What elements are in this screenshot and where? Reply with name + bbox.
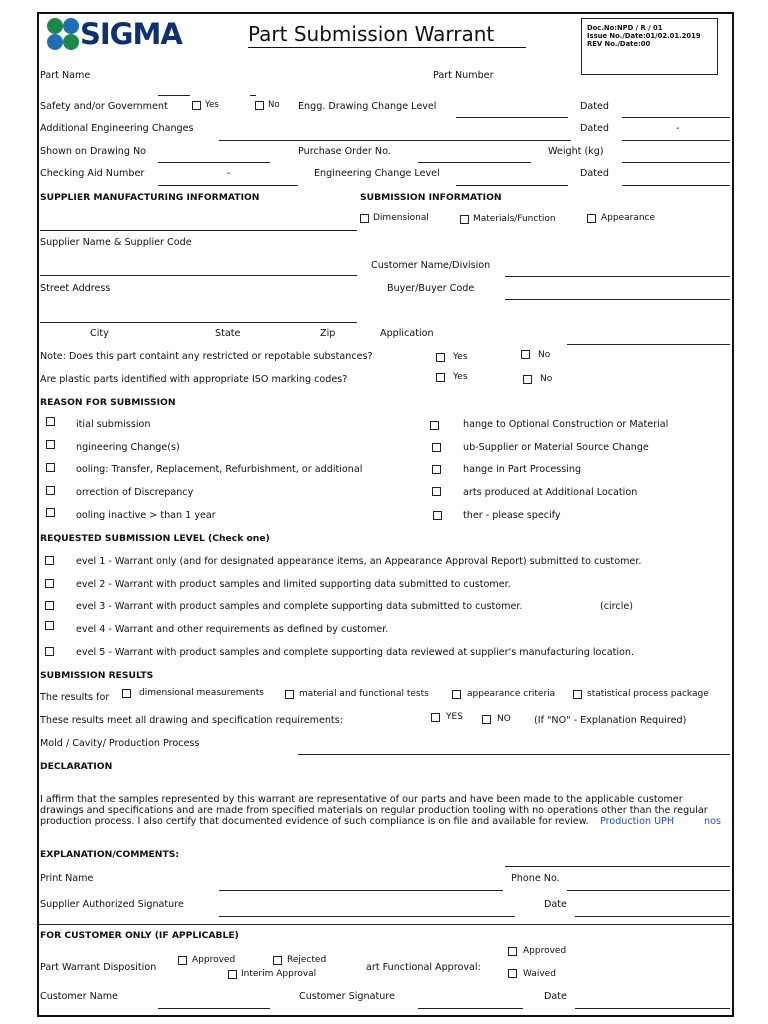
- additional-eng-field[interactable]: [219, 140, 571, 141]
- results-for-label: The results for: [40, 692, 110, 703]
- appearance-criteria-checkbox[interactable]: [452, 690, 461, 699]
- iso-yes-label: Yes: [453, 372, 468, 382]
- dimensional-measurements-checkbox[interactable]: [122, 689, 131, 698]
- production-uph-unit: nos: [704, 816, 721, 827]
- supplier-signature-label: Supplier Authorized Signature: [40, 899, 184, 910]
- supplier-heading: SUPPLIER MANUFACTURING INFORMATION: [40, 192, 260, 203]
- shown-on-drawing-field[interactable]: [158, 162, 270, 163]
- customer-name-bottom-field[interactable]: [158, 1008, 270, 1009]
- page-title: Part Submission Warrant: [248, 22, 495, 46]
- dimensional-label: Dimensional: [373, 213, 429, 223]
- production-uph-label: Production UPH: [600, 816, 675, 827]
- additional-eng-label: Additional Engineering Changes: [40, 123, 194, 134]
- functional-approval-label: art Functional Approval:: [366, 962, 481, 973]
- results-meet-label: These results meet all drawing and specification requirements:: [40, 715, 343, 726]
- iso-marking-question: Are plastic parts identified with appropriate ISO marking codes?: [40, 374, 348, 385]
- reason-left-checkbox-5[interactable]: [46, 508, 55, 517]
- customer-signature-field[interactable]: [418, 1008, 523, 1009]
- meet-yes-checkbox[interactable]: [431, 713, 440, 722]
- appearance-label: Appearance: [601, 213, 656, 223]
- doc-number: Doc.No:NPD / R / 01: [587, 24, 663, 32]
- restricted-no-checkbox[interactable]: [521, 350, 530, 359]
- reason-right-checkbox-5[interactable]: [433, 511, 442, 520]
- level-1-label: evel 1 - Warrant only (and for designated appearance items, an Appearance Approval Report) submitted to customer.: [76, 556, 642, 567]
- meet-no-label: NO: [497, 714, 511, 724]
- iso-no-label: No: [540, 374, 553, 384]
- customer-date-label: Date: [544, 991, 567, 1002]
- level-1-checkbox[interactable]: [45, 556, 54, 565]
- print-name-field[interactable]: [219, 890, 503, 891]
- logo-mark-icon: [46, 17, 80, 51]
- reason-left-checkbox-2[interactable]: [46, 440, 55, 449]
- application-label: Application: [380, 328, 434, 339]
- submission-level-heading: REQUESTED SUBMISSION LEVEL (Check one): [40, 533, 270, 544]
- checking-aid-value: -: [227, 168, 231, 179]
- eng-change-level-field[interactable]: [456, 185, 568, 186]
- supplier-info-field[interactable]: [40, 230, 357, 231]
- reason-right-label-5: ther - please specify: [463, 510, 561, 521]
- customer-only-heading: FOR CUSTOMER ONLY (IF APPLICABLE): [40, 930, 239, 941]
- part-name-label: Part Name: [40, 70, 91, 81]
- materials-checkbox[interactable]: [460, 215, 469, 224]
- reason-right-checkbox-4[interactable]: [432, 487, 441, 496]
- purchase-order-label: Purchase Order No.: [298, 146, 391, 157]
- weight-field[interactable]: [622, 162, 730, 163]
- customer-name-label: Customer Name/Division: [371, 260, 491, 271]
- disposition-rejected-label: Rejected: [287, 955, 327, 965]
- reason-left-label-2: ngineering Change(s): [76, 442, 180, 453]
- part-number-label: Part Number: [433, 70, 494, 81]
- functional-waived-checkbox[interactable]: [508, 969, 517, 978]
- customer-signature-label: Customer Signature: [299, 991, 395, 1002]
- reason-left-label-5: ooling inactive > than 1 year: [76, 510, 216, 521]
- declaration-heading: DECLARATION: [40, 761, 113, 772]
- dated-value-2: -: [676, 123, 680, 134]
- statistical-process-checkbox[interactable]: [573, 690, 582, 699]
- submission-info-heading: SUBMISSION INFORMATION: [360, 192, 502, 203]
- phone-field[interactable]: [567, 890, 730, 891]
- level-4-label: evel 4 - Warrant and other requirements as defined by customer.: [76, 624, 389, 635]
- reason-left-checkbox-3[interactable]: [46, 463, 55, 472]
- dimensional-measurements-label: dimensional measurements: [139, 688, 264, 698]
- declaration-line-1: I affirm that the samples represented by this warrant are representative of our parts and have been made to the applicable customer: [40, 794, 683, 805]
- functional-approved-label: Approved: [523, 946, 567, 956]
- iso-yes-checkbox[interactable]: [436, 373, 445, 382]
- circle-note: (circle): [600, 601, 634, 612]
- appearance-checkbox[interactable]: [587, 214, 596, 223]
- dated-field-1[interactable]: [622, 117, 730, 118]
- explanation-field[interactable]: [505, 866, 730, 867]
- safety-no-label: No: [268, 100, 280, 110]
- supplier-name-code-label: Supplier Name & Supplier Code: [40, 237, 192, 248]
- dated-label-2: Dated: [580, 123, 610, 134]
- issue-number: Issue No./Date:01/02.01.2019: [587, 32, 701, 40]
- buyer-code-label: Buyer/Buyer Code: [387, 283, 475, 294]
- level-4-checkbox[interactable]: [45, 621, 54, 630]
- customer-date-field[interactable]: [575, 1008, 730, 1009]
- level-2-checkbox[interactable]: [45, 579, 54, 588]
- declaration-line-3: production process. I also certify that documented evidence of such compliance is on file and available for review.: [40, 816, 589, 827]
- reason-left-label-1: itial submission: [76, 419, 151, 430]
- mold-cavity-field[interactable]: [298, 754, 730, 755]
- signature-date-label: Date: [544, 899, 567, 910]
- shown-on-drawing-label: Shown on Drawing No: [40, 146, 147, 157]
- disposition-rejected-checkbox[interactable]: [273, 956, 282, 965]
- material-tests-checkbox[interactable]: [285, 690, 294, 699]
- reason-right-label-3: hange in Part Processing: [463, 464, 582, 475]
- functional-waived-label: Waived: [523, 969, 556, 979]
- interim-approval-label: Interim Approval: [241, 969, 317, 979]
- disposition-approved-label: Approved: [192, 955, 236, 965]
- supplier-name-field[interactable]: [40, 275, 357, 276]
- reason-right-checkbox-1[interactable]: [430, 421, 439, 430]
- title-underline: [248, 47, 526, 48]
- material-tests-label: material and functional tests: [299, 689, 429, 699]
- customer-name-bottom-label: Customer Name: [40, 991, 118, 1002]
- street-address-label: Street Address: [40, 283, 111, 294]
- safety-yes-label: Yes: [205, 100, 219, 110]
- meet-no-checkbox[interactable]: [482, 715, 491, 724]
- level-5-label: evel 5 - Warrant with product samples and complete supporting data reviewed at supplier's manufacturing location.: [76, 647, 635, 658]
- disposition-label: Part Warrant Disposition: [40, 962, 157, 973]
- reason-left-checkbox-4[interactable]: [46, 486, 55, 495]
- level-3-label: evel 3 - Warrant with product samples and complete supporting data submitted to customer.: [76, 601, 523, 612]
- dated-label-1: Dated: [580, 101, 610, 112]
- signature-date-field[interactable]: [575, 916, 730, 917]
- dimensional-checkbox[interactable]: [360, 214, 369, 223]
- disposition-approved-checkbox[interactable]: [178, 956, 187, 965]
- explanation-heading: EXPLANATION/COMMENTS:: [40, 849, 180, 860]
- level-5-checkbox[interactable]: [45, 647, 54, 656]
- safety-yes-checkbox[interactable]: [192, 101, 201, 110]
- reason-right-checkbox-2[interactable]: [432, 443, 441, 452]
- dated-label-3: Dated: [580, 168, 610, 179]
- meet-yes-label: YES: [446, 712, 463, 722]
- print-name-label: Print Name: [40, 873, 94, 884]
- reason-right-label-2: ub-Supplier or Material Source Change: [463, 442, 649, 453]
- engg-drawing-field[interactable]: [456, 117, 568, 118]
- buyer-code-field[interactable]: [505, 299, 730, 300]
- zip-label: Zip: [320, 328, 336, 339]
- functional-approved-checkbox[interactable]: [508, 947, 517, 956]
- revision-number: REV No./Date:00: [587, 40, 651, 48]
- safety-no-checkbox[interactable]: [255, 101, 264, 110]
- reason-right-label-1: hange to Optional Construction or Material: [463, 419, 669, 430]
- restricted-yes-label: Yes: [453, 352, 468, 362]
- eng-change-level-label: Engineering Change Level: [314, 168, 440, 179]
- level-2-label: evel 2 - Warrant with product samples and limited supporting data submitted to customer.: [76, 579, 511, 590]
- engg-drawing-label: Engg. Drawing Change Level: [298, 101, 437, 112]
- reason-heading: REASON FOR SUBMISSION: [40, 397, 176, 408]
- reason-left-label-3: ooling: Transfer, Replacement, Refurbishment, or additional: [76, 464, 363, 475]
- part-name-field[interactable]: [158, 95, 190, 96]
- appearance-criteria-label: appearance criteria: [467, 689, 556, 699]
- declaration-line-2: drawings and specifications and are made from specified materials on regular production tooling with no operations other than the regular: [40, 805, 708, 816]
- mold-cavity-label: Mold / Cavity/ Production Process: [40, 738, 200, 749]
- purchase-order-field[interactable]: [418, 162, 531, 163]
- state-label: State: [215, 328, 241, 339]
- restricted-no-label: No: [538, 350, 551, 360]
- reason-right-label-4: arts produced at Additional Location: [463, 487, 638, 498]
- city-label: City: [90, 328, 109, 339]
- iso-no-checkbox[interactable]: [523, 375, 532, 384]
- weight-label: Weight (kg): [548, 146, 604, 157]
- supplier-signature-field[interactable]: [219, 916, 515, 917]
- checking-aid-label: Checking Aid Number: [40, 168, 145, 179]
- phone-label: Phone No.: [511, 873, 560, 884]
- materials-label: Materials/Function: [473, 214, 556, 224]
- part-name-field-2[interactable]: [250, 95, 256, 96]
- application-field[interactable]: [567, 344, 730, 345]
- restricted-yes-checkbox[interactable]: [436, 353, 445, 362]
- document-info-box: [581, 18, 718, 75]
- safety-label: Safety and/or Government: [40, 101, 168, 112]
- checking-aid-field[interactable]: [158, 185, 298, 186]
- customer-name-field[interactable]: [505, 276, 730, 277]
- reason-left-label-4: orrection of Discrepancy: [76, 487, 194, 498]
- explanation-required-note: (If "NO" - Explanation Required): [534, 715, 687, 726]
- statistical-process-label: statistical process package: [587, 689, 709, 699]
- restricted-substances-question: Note: Does this part containt any restricted or repotable substances?: [40, 351, 373, 362]
- logo-wordmark: SIGMA: [80, 17, 182, 51]
- dated-field-3[interactable]: [622, 185, 730, 186]
- street-address-field[interactable]: [40, 322, 357, 323]
- interim-approval-checkbox[interactable]: [228, 970, 237, 979]
- section-divider: [37, 924, 734, 925]
- reason-right-checkbox-3[interactable]: [432, 465, 441, 474]
- submission-results-heading: SUBMISSION RESULTS: [40, 670, 154, 681]
- level-3-checkbox[interactable]: [45, 601, 54, 610]
- dated-field-2[interactable]: [622, 140, 730, 141]
- reason-left-checkbox-1[interactable]: [46, 417, 55, 426]
